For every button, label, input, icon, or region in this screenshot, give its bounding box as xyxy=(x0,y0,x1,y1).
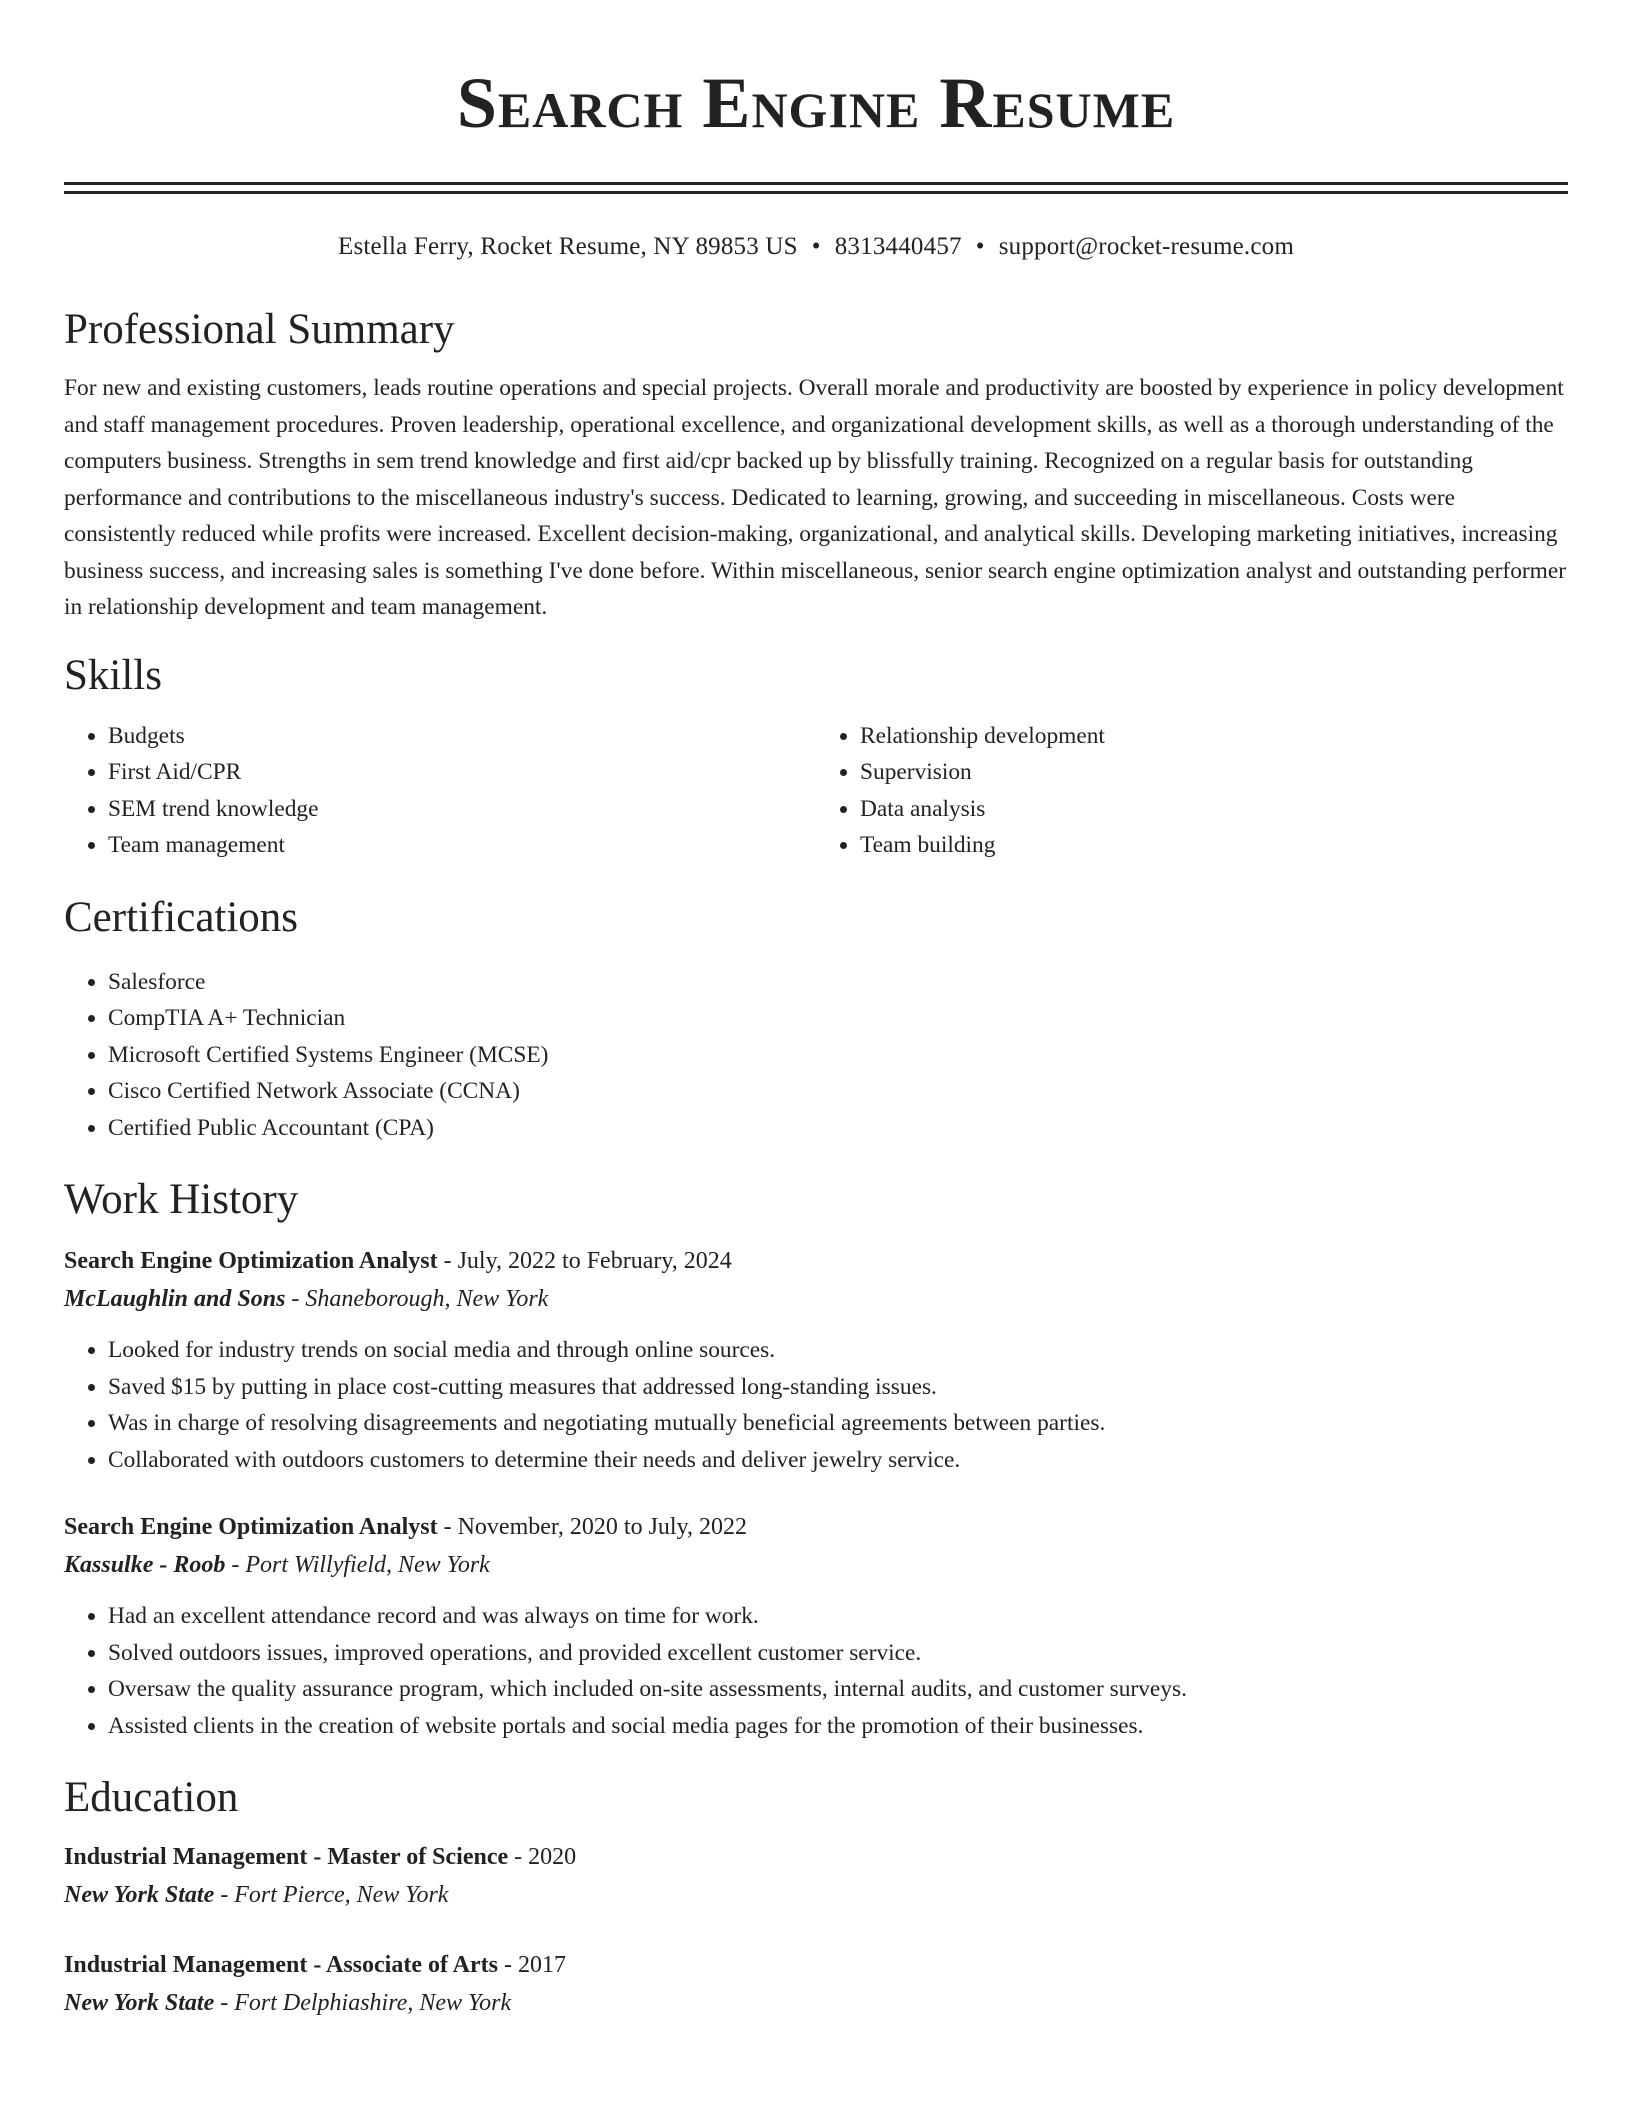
job-company: McLaughlin and Sons xyxy=(64,1286,286,1312)
certifications-section xyxy=(64,892,1568,1147)
education-entry xyxy=(64,1946,1568,2022)
job-bullet: • Looked for industry trends on social media and through online sources. xyxy=(108,1332,1568,1369)
certification-item: • Certified Public Accountant (CPA) xyxy=(108,1110,1568,1147)
job-header xyxy=(64,1508,1568,1546)
job-company: Kassulke - Roob xyxy=(64,1552,226,1578)
certification-item: • Salesforce xyxy=(108,964,1568,1001)
summary-text: For new and existing customers, leads routine operations and special projects. Overall morale and productivity are boosted by experience in policy development and staff management procedures. Proven leadership, operational excellence, and organizational development skills, as well as a thorough understanding of the computers business. Strengths in sem trend knowledge and first aid/cpr backed up by blissfully training. Recognized on a regular basis for outstanding performance and contributions to the miscellaneous industry's success. Dedicated to learning, growing, and succeeding in miscellaneous. Costs were consistently reduced while profits were increased. Excellent decision-making, organizational, and analytical skills. Developing marketing initiatives, increasing business success, and increasing sales is something I've done before. Within miscellaneous, senior search engine optimization analyst and outstanding performer in relationship development and team management. xyxy=(64,375,1567,620)
contact-line xyxy=(64,230,1568,264)
skills-heading: Skills xyxy=(64,651,162,699)
job-dates: - November, 2020 to July, 2022 xyxy=(437,1514,748,1540)
job-dates: - July, 2022 to February, 2024 xyxy=(437,1248,732,1274)
education-heading: Education xyxy=(64,1774,239,1821)
contact-phone: 8313440457 xyxy=(834,233,962,260)
skill-item: • Relationship development xyxy=(860,718,1568,755)
education-entry xyxy=(64,1838,1568,1914)
education-header xyxy=(64,1946,1568,1984)
job-bullet: • Oversaw the quality assurance program, which included on-site assessments, internal audits, and customer surveys. xyxy=(108,1671,1568,1708)
job-employer xyxy=(64,1546,1568,1584)
education-degree: Industrial Management - Associate of Arts xyxy=(64,1952,498,1978)
job-entry xyxy=(64,1242,1568,1478)
education-degree: Industrial Management - Master of Science xyxy=(64,1844,509,1870)
job-title: Search Engine Optimization Analyst xyxy=(64,1248,438,1274)
skill-item: • Team building xyxy=(860,827,1568,864)
job-bullet: • Saved $15 by putting in place cost-cutting measures that addressed long-standing issues. xyxy=(108,1369,1568,1406)
summary-section xyxy=(64,304,1568,626)
skills-section xyxy=(64,650,1568,864)
education-school-line xyxy=(64,1984,1568,2022)
job-bullet: • Solved outdoors issues, improved operations, and provided excellent customer service. xyxy=(108,1635,1568,1672)
skill-item: • Budgets xyxy=(108,718,816,755)
job-bullet: • Assisted clients in the creation of website portals and social media pages for the promotion of their businesses. xyxy=(108,1708,1568,1745)
education-school: New York State xyxy=(64,1990,215,2016)
skills-left-list xyxy=(64,718,816,864)
skill-item: • First Aid/CPR xyxy=(108,754,816,791)
resume-title: Search Engine Resume xyxy=(456,63,1176,143)
job-location: - Port Willyfield, New York xyxy=(225,1552,490,1578)
education-year: - 2017 xyxy=(497,1952,566,1978)
certification-item: • Microsoft Certified Systems Engineer (MCSE) xyxy=(108,1037,1568,1074)
job-employer xyxy=(64,1280,1568,1318)
job-header xyxy=(64,1242,1568,1280)
work-history-heading: Work History xyxy=(64,1176,299,1223)
skill-item: • Data analysis xyxy=(860,791,1568,828)
contact-email: support@rocket-resume.com xyxy=(998,233,1294,260)
job-bullet: • Was in charge of resolving disagreements and negotiating mutually beneficial agreements between parties. xyxy=(108,1405,1568,1442)
work-history-section xyxy=(64,1174,1568,1744)
skill-item: • Supervision xyxy=(860,754,1568,791)
job-bullets xyxy=(64,1598,1568,1744)
education-year: - 2020 xyxy=(508,1844,577,1870)
education-location: - Fort Delphiashire, New York xyxy=(214,1990,512,2016)
job-title: Search Engine Optimization Analyst xyxy=(64,1514,438,1540)
contact-separator: • xyxy=(975,233,985,260)
certification-item: • Cisco Certified Network Associate (CCNA) xyxy=(108,1073,1568,1110)
job-entry xyxy=(64,1508,1568,1744)
job-bullets xyxy=(64,1332,1568,1478)
contact-address: Estella Ferry, Rocket Resume, NY 89853 US xyxy=(338,233,798,260)
education-school-line xyxy=(64,1876,1568,1914)
job-bullet: • Had an excellent attendance record and was always on time for work. xyxy=(108,1598,1568,1635)
title-double-rule xyxy=(64,182,1568,194)
education-header xyxy=(64,1838,1568,1876)
contact-separator: • xyxy=(811,233,821,260)
skill-item: • SEM trend knowledge xyxy=(108,791,816,828)
education-section xyxy=(64,1772,1568,2022)
job-location: - Shaneborough, New York xyxy=(285,1286,549,1312)
education-school: New York State xyxy=(64,1882,215,1908)
certifications-heading: Certifications xyxy=(64,893,299,941)
certification-item: • CompTIA A+ Technician xyxy=(108,1000,1568,1037)
skill-item: • Team management xyxy=(108,827,816,864)
certifications-list xyxy=(64,964,1568,1147)
job-bullet: • Collaborated with outdoors customers to determine their needs and deliver jewelry service. xyxy=(108,1442,1568,1479)
summary-heading: Professional Summary xyxy=(64,306,455,353)
education-location: - Fort Pierce, New York xyxy=(214,1882,449,1908)
skills-right-list xyxy=(816,718,1568,864)
skills-columns xyxy=(64,718,1568,864)
